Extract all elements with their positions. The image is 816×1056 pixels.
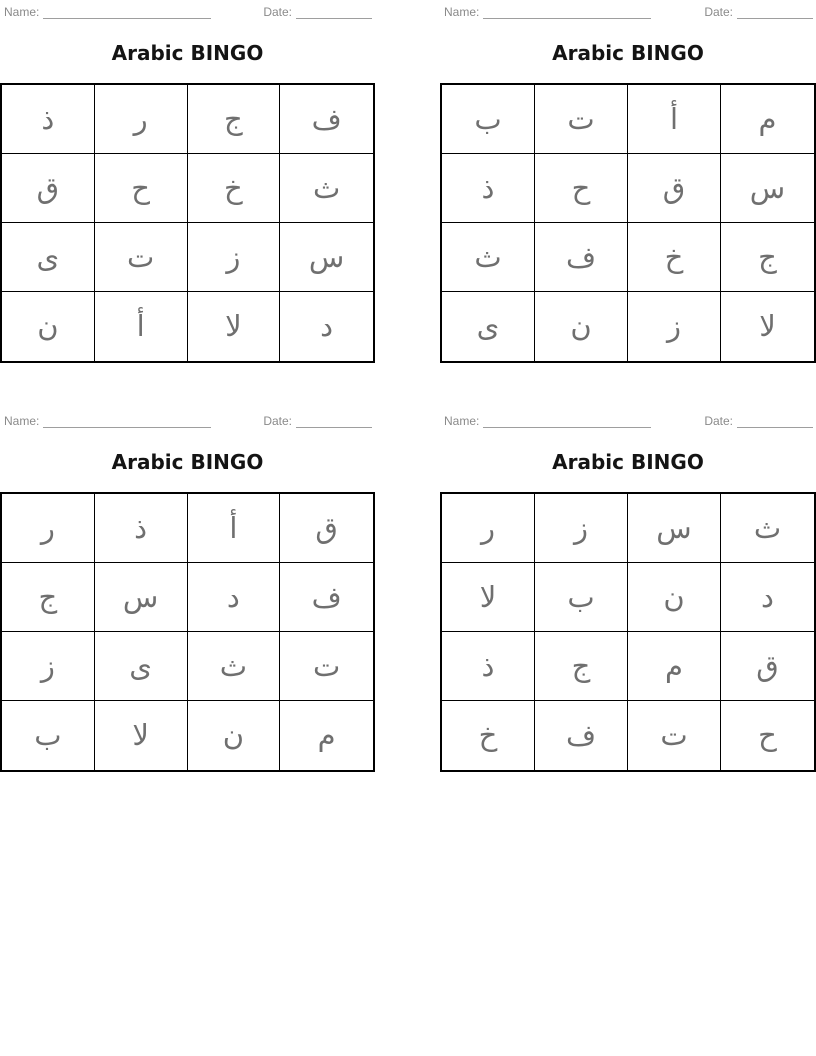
bingo-cell: ح bbox=[95, 154, 188, 223]
bingo-cell: س bbox=[95, 563, 188, 632]
bingo-cell: أ bbox=[628, 85, 721, 154]
bingo-cell: ز bbox=[535, 494, 628, 563]
bingo-cell: ز bbox=[188, 223, 281, 292]
bingo-cell: ذ bbox=[442, 632, 535, 701]
bingo-cell: س bbox=[280, 223, 373, 292]
bingo-grid bbox=[440, 492, 816, 772]
card-header bbox=[0, 4, 375, 19]
bingo-cell: ح bbox=[758, 718, 777, 752]
bingo-cell: ى bbox=[442, 292, 535, 361]
bingo-cell: ت bbox=[628, 701, 721, 770]
bingo-cell: د bbox=[188, 563, 281, 632]
bingo-cell: م bbox=[721, 85, 814, 154]
bingo-cell: ف bbox=[280, 85, 373, 154]
bingo-cell: ن bbox=[2, 292, 95, 361]
bingo-cell: ج bbox=[721, 223, 814, 292]
date-blank-line bbox=[737, 415, 813, 428]
bingo-cell: ى bbox=[2, 223, 95, 292]
bingo-cell: ب bbox=[535, 563, 628, 632]
bingo-cell: س bbox=[721, 154, 814, 223]
card-header bbox=[440, 4, 816, 19]
card-title: Arabic BINGO bbox=[552, 450, 704, 474]
date-label: Date: bbox=[263, 5, 292, 19]
bingo-cell: ج bbox=[188, 85, 281, 154]
name-label: Name: bbox=[4, 5, 40, 19]
bingo-cell: لا bbox=[442, 563, 535, 632]
bingo-cell: ج bbox=[535, 632, 628, 701]
bingo-cell: ف bbox=[280, 563, 373, 632]
bingo-cell: ف bbox=[535, 701, 628, 770]
bingo-cell: ت bbox=[280, 632, 373, 701]
bingo-cell: ر bbox=[442, 494, 535, 563]
bingo-cell: ث bbox=[721, 494, 814, 563]
bingo-cell: س bbox=[628, 494, 721, 563]
bingo-cell: أ bbox=[95, 292, 188, 361]
bingo-cell: خ bbox=[442, 701, 535, 770]
card-header bbox=[0, 413, 375, 428]
bingo-cell: م bbox=[628, 632, 721, 701]
date-blank-line bbox=[296, 6, 372, 19]
bingo-cell: خ bbox=[188, 154, 281, 223]
name-label: Name: bbox=[444, 5, 480, 19]
bingo-cell: ح bbox=[535, 154, 628, 223]
date-label: Date: bbox=[263, 414, 292, 428]
bingo-cell: خ bbox=[628, 223, 721, 292]
bingo-cell: أ bbox=[188, 494, 281, 563]
bingo-cell: ر bbox=[2, 494, 95, 563]
name-blank-line bbox=[43, 415, 211, 428]
bingo-cell: لا bbox=[95, 701, 188, 770]
card-header bbox=[440, 413, 816, 428]
bingo-grid bbox=[440, 83, 816, 363]
bingo-cell: ت bbox=[535, 85, 628, 154]
date-blank-line bbox=[737, 6, 813, 19]
bingo-cell: د bbox=[721, 563, 814, 632]
bingo-cell: ن bbox=[628, 563, 721, 632]
bingo-grid bbox=[0, 83, 375, 363]
bingo-cell: د bbox=[320, 309, 334, 343]
bingo-cell: ج bbox=[2, 563, 95, 632]
bingo-cell: ب bbox=[442, 85, 535, 154]
bingo-cell: ر bbox=[95, 85, 188, 154]
name-blank-line bbox=[43, 6, 211, 19]
card-title: Arabic BINGO bbox=[552, 41, 704, 65]
bingo-cell: ز bbox=[2, 632, 95, 701]
bingo-cell: ث bbox=[280, 154, 373, 223]
bingo-cell: ف bbox=[535, 223, 628, 292]
bingo-cell: ث bbox=[188, 632, 281, 701]
bingo-cell: لا bbox=[188, 292, 281, 361]
bingo-cell: م bbox=[317, 718, 336, 752]
bingo-cell: ذ bbox=[95, 494, 188, 563]
bingo-cell: لا bbox=[759, 309, 776, 343]
name-blank-line bbox=[483, 415, 651, 428]
name-label: Name: bbox=[4, 414, 40, 428]
bingo-grid bbox=[0, 492, 375, 772]
bingo-cell: ذ bbox=[442, 154, 535, 223]
name-blank-line bbox=[483, 6, 651, 19]
bingo-cell: ق bbox=[721, 632, 814, 701]
bingo-cell: ت bbox=[95, 223, 188, 292]
bingo-cell: ث bbox=[442, 223, 535, 292]
card-title: Arabic BINGO bbox=[111, 450, 264, 474]
bingo-cell: ى bbox=[95, 632, 188, 701]
name-label: Name: bbox=[444, 414, 480, 428]
bingo-cell: ق bbox=[280, 494, 373, 563]
bingo-cell: ق bbox=[628, 154, 721, 223]
date-label: Date: bbox=[704, 5, 733, 19]
bingo-cell: ق bbox=[2, 154, 95, 223]
bingo-cell: ب bbox=[2, 701, 95, 770]
date-label: Date: bbox=[704, 414, 733, 428]
card-title: Arabic BINGO bbox=[111, 41, 264, 65]
bingo-cell: ذ bbox=[2, 85, 95, 154]
date-blank-line bbox=[296, 415, 372, 428]
bingo-cell: ن bbox=[188, 701, 281, 770]
bingo-cell: ز bbox=[628, 292, 721, 361]
bingo-cell: ن bbox=[535, 292, 628, 361]
